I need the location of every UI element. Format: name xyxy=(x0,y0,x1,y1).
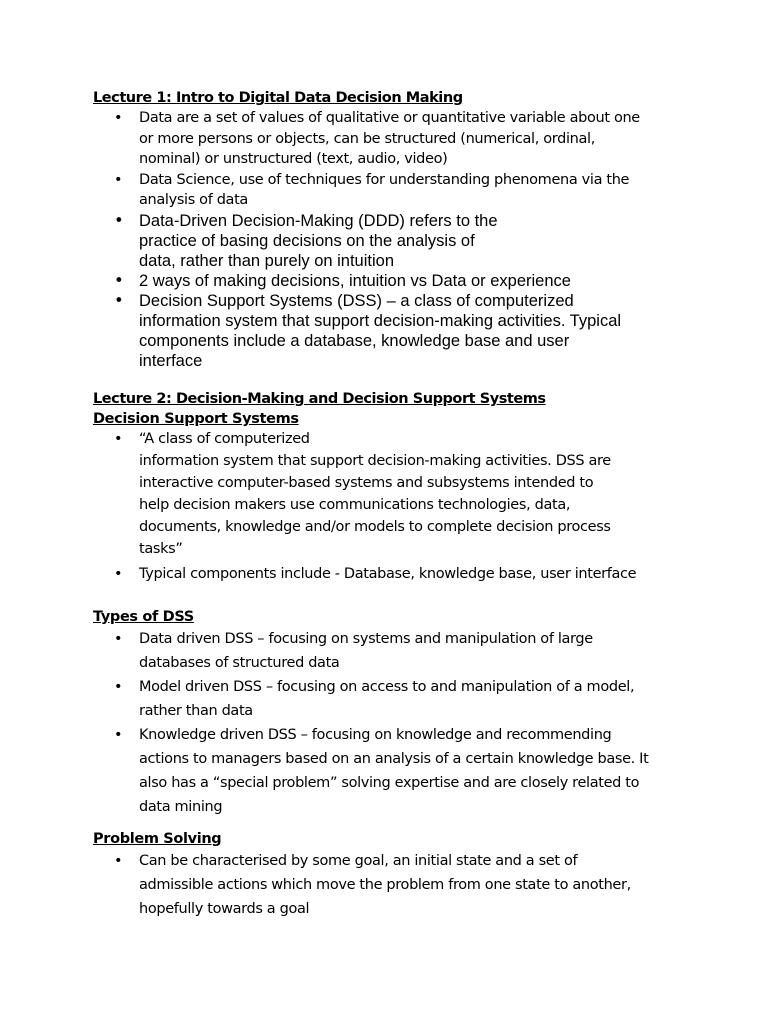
list-item: • Decision Support Systems (DSS) – a class of computerized information system that support decision-making activities. Typical components include a database, knowledge base and user interface xyxy=(93,291,683,371)
lecture-2-section xyxy=(93,389,683,586)
lecture-1-section xyxy=(93,88,683,371)
list-item: • Model driven DSS – focusing on access to and manipulation of a model, rather than data xyxy=(93,675,683,723)
lecture-1-list-b xyxy=(93,211,683,371)
lecture-1-heading: Lecture 1: Intro to Digital Data Decision Making xyxy=(93,90,463,106)
list-item: • Knowledge driven DSS – focusing on knowledge and recommending actions to managers based on an analysis of a certain knowledge base. It also has a “special problem” solving expertise and are closely related to data mining xyxy=(93,723,683,819)
problem-solving-subheading: Problem Solving xyxy=(93,831,222,847)
dss-subheading: Decision Support Systems xyxy=(93,411,299,427)
types-of-dss-subheading: Types of DSS xyxy=(93,609,194,625)
list-item: • Data-Driven Decision-Making (DDD) refers to the practice of basing decisions on the analysis of data, rather than purely on intuition xyxy=(93,211,683,271)
list-item: • Can be characterised by some goal, an initial state and a set of admissible actions which move the problem from one state to another, hopefully towards a goal xyxy=(93,849,683,921)
list-item: • “A class of computerized information system that support decision-making activities. DSS are interactive computer-based systems and subsystems intended to help decision makers use communications technologies, data, documents, knowledge and/or models to complete decision process tasks” xyxy=(93,428,683,560)
list-item: • Data are a set of values of qualitative or quantitative variable about one or more persons or objects, can be structured (numerical, ordinal, nominal) or unstructured (text, audio, video) xyxy=(93,108,683,170)
list-item: • Data driven DSS – focusing on systems and manipulation of large databases of structured data xyxy=(93,627,683,675)
lecture-1-list-a xyxy=(93,108,683,211)
types-of-dss-list xyxy=(93,627,683,819)
list-item: • Data Science, use of techniques for understanding phenomena via the analysis of data xyxy=(93,170,683,211)
lecture-2-heading: Lecture 2: Decision-Making and Decision Support Systems xyxy=(93,391,546,407)
problem-solving-list xyxy=(93,849,683,921)
problem-solving-section xyxy=(93,829,683,921)
dss-list xyxy=(93,428,683,586)
list-item: • 2 ways of making decisions, intuition vs Data or experience xyxy=(93,271,683,291)
types-of-dss-section xyxy=(93,607,683,819)
list-item: • Typical components include - Database, knowledge base, user interface xyxy=(93,562,683,586)
